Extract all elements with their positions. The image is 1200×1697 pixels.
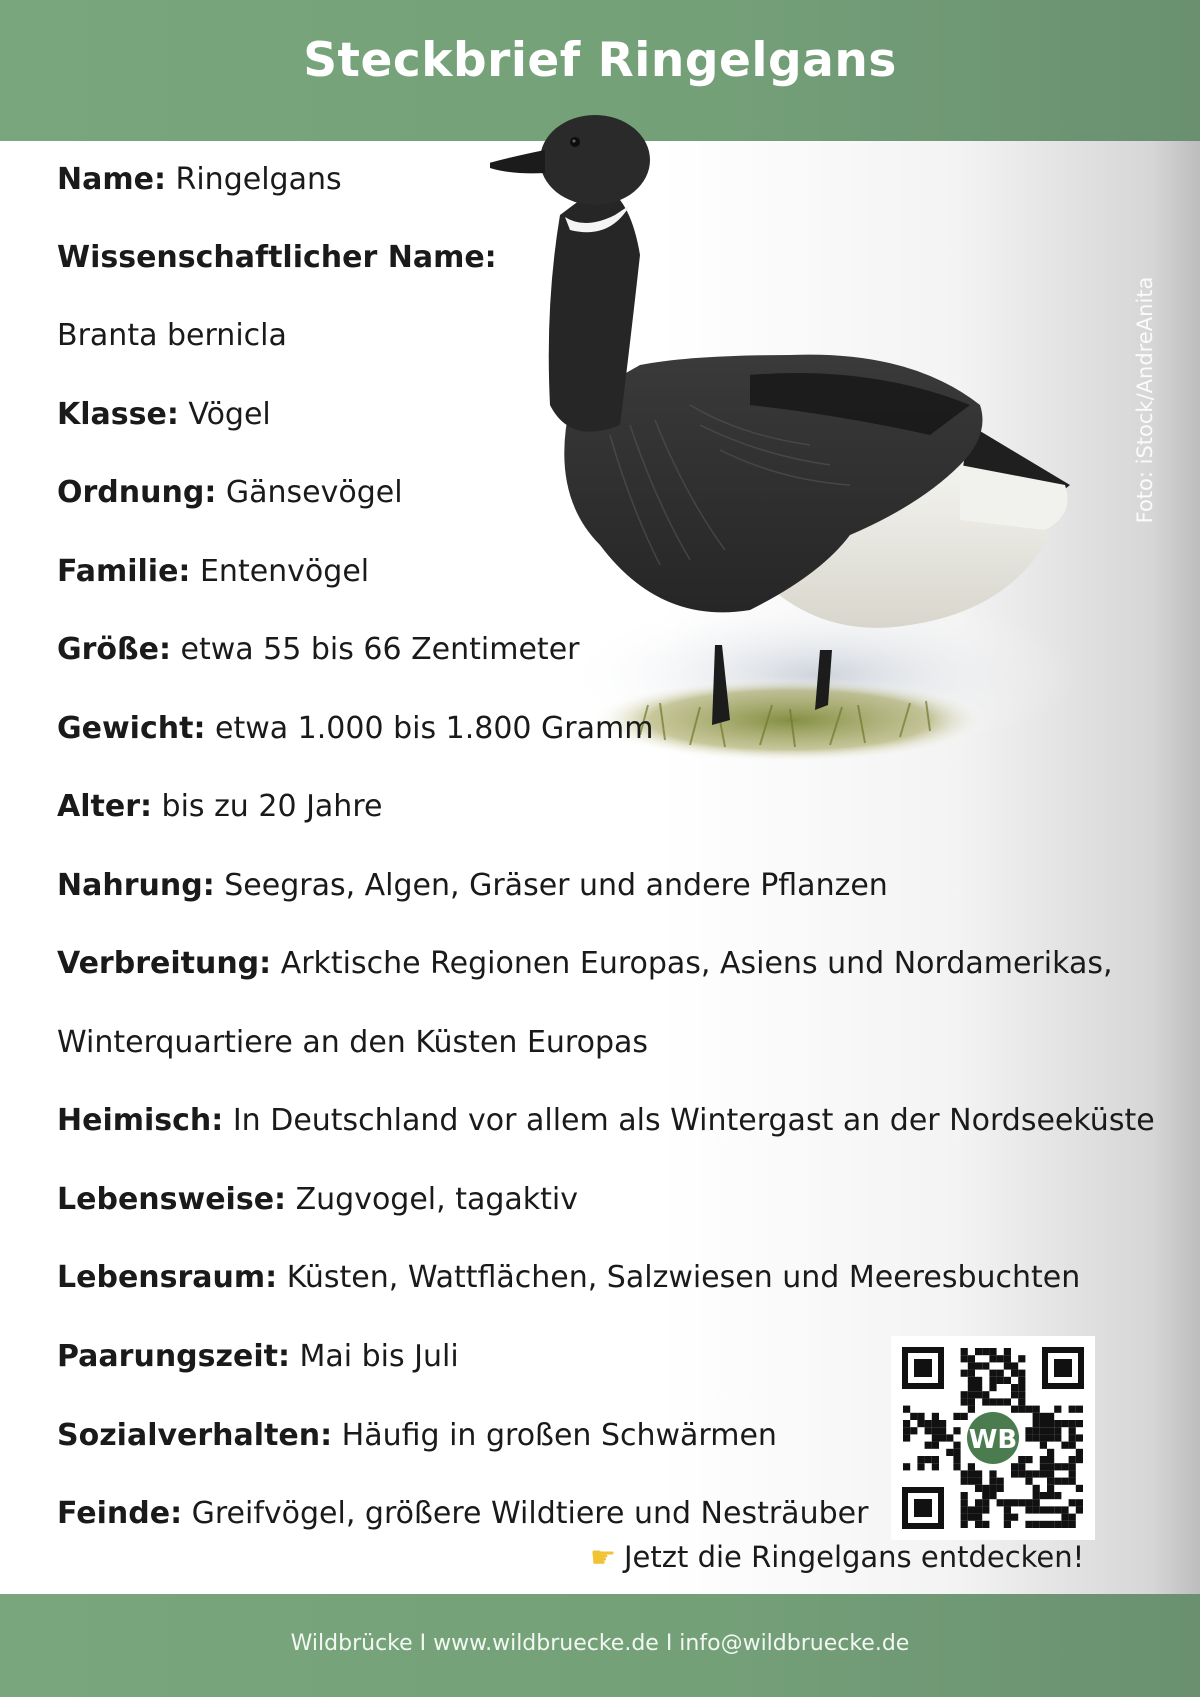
fact-value: Ringelgans: [165, 162, 342, 197]
fact-label: Gewicht:: [57, 711, 206, 746]
fact-habitat: [57, 1258, 1080, 1298]
photo-credit: Foto: iStock/AndreAnita: [1133, 276, 1157, 524]
fact-value: bis zu 20 Jahre: [151, 789, 383, 824]
footer-bar: [0, 1594, 1200, 1697]
fact-class: [57, 395, 271, 435]
fact-weight: [57, 709, 653, 749]
fact-label: Nahrung:: [57, 868, 215, 903]
fact-value: Arktische Regionen Europas, Asiens und Nordamerikas,: [271, 946, 1113, 981]
fact-value: Vögel: [178, 397, 271, 432]
discover-link[interactable]: [590, 1540, 1084, 1574]
fact-value: Branta bernicla: [57, 318, 287, 353]
fact-scientific-name-value: [57, 316, 287, 356]
fact-age: [57, 787, 382, 827]
fact-size: [57, 630, 579, 670]
fact-value: etwa 55 bis 66 Zentimeter: [170, 632, 580, 667]
fact-label: Alter:: [57, 789, 152, 824]
fact-value: Winterquartiere an den Küsten Europas: [57, 1025, 649, 1060]
fact-value: Greifvögel, größere Wildtiere und Nesträuber: [182, 1496, 869, 1531]
fact-native: [57, 1101, 1155, 1141]
fact-value: Entenvögel: [190, 554, 370, 589]
fact-label: Klasse:: [57, 397, 179, 432]
fact-label: Name:: [57, 162, 166, 197]
fact-value: In Deutschland vor allem als Wintergast an der Nordseeküste: [223, 1103, 1155, 1138]
brent-goose-image: [490, 105, 1150, 785]
fact-value: Mai bis Juli: [289, 1339, 459, 1374]
page-title: Steckbrief Ringelgans: [303, 33, 897, 88]
fact-label: Verbreitung:: [57, 946, 272, 981]
fact-label: Ordnung:: [57, 475, 217, 510]
fact-value: etwa 1.000 bis 1.800 Gramm: [205, 711, 654, 746]
fact-name: [57, 160, 342, 200]
fact-label: Lebensweise:: [57, 1182, 287, 1217]
fact-lifestyle: [57, 1180, 578, 1220]
footer-contact: Wildbrücke I www.wildbruecke.de I info@wildbruecke.de: [290, 1631, 910, 1656]
discover-link-text: Jetzt die Ringelgans entdecken!: [624, 1540, 1085, 1574]
fact-distribution-continued: [57, 1023, 648, 1063]
pointing-hand-icon: ☛: [590, 1540, 616, 1574]
fact-label: Sozialverhalten:: [57, 1418, 333, 1453]
fact-value: Küsten, Wattflächen, Salzwiesen und Meeresbuchten: [277, 1260, 1081, 1295]
fact-label: Paarungszeit:: [57, 1339, 290, 1374]
qr-logo-text: WB: [968, 1425, 1018, 1455]
fact-mating-season: [57, 1337, 459, 1377]
fact-label: Größe:: [57, 632, 171, 667]
fact-order: [57, 473, 403, 513]
fact-food: [57, 866, 888, 906]
fact-family: [57, 552, 369, 592]
fact-label: Wissenschaftlicher Name:: [57, 240, 497, 275]
fact-label: Feinde:: [57, 1496, 183, 1531]
fact-distribution: [57, 944, 1113, 984]
qr-code[interactable]: [891, 1336, 1095, 1540]
fact-value: Zugvogel, tagaktiv: [286, 1182, 579, 1217]
fact-label: Familie:: [57, 554, 191, 589]
fact-value: Gänsevögel: [216, 475, 403, 510]
fact-value: Seegras, Algen, Gräser und andere Pflanzen: [214, 868, 888, 903]
fact-label: Lebensraum:: [57, 1260, 278, 1295]
fact-social-behavior: [57, 1416, 777, 1456]
fact-value: Häufig in großen Schwärmen: [332, 1418, 777, 1453]
fact-enemies: [57, 1494, 868, 1534]
fact-label: Heimisch:: [57, 1103, 224, 1138]
fact-scientific-name: [57, 238, 497, 278]
